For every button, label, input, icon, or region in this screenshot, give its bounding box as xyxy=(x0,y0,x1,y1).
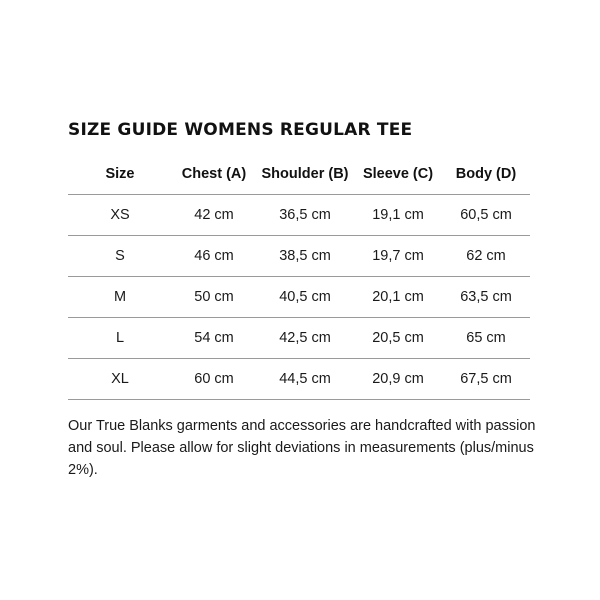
size-table xyxy=(68,153,530,400)
sleeve-cell: 19,7 cm xyxy=(354,236,442,277)
size-cell: M xyxy=(68,277,172,318)
table-row xyxy=(68,359,530,400)
column-header-body: Body (D) xyxy=(442,153,530,195)
column-header-shoulder: Shoulder (B) xyxy=(256,153,354,195)
chest-cell: 50 cm xyxy=(172,277,256,318)
sleeve-cell: 20,5 cm xyxy=(354,318,442,359)
table-row xyxy=(68,277,530,318)
shoulder-cell: 40,5 cm xyxy=(256,277,354,318)
size-cell: XL xyxy=(68,359,172,400)
disclaimer-text: Our True Blanks garments and accessories are handcrafted with passion and soul. Please allow for slight deviations in measurements (plus/minus 2%). xyxy=(68,418,536,478)
size-cell: XS xyxy=(68,195,172,236)
chest-cell: 54 cm xyxy=(172,318,256,359)
sleeve-cell: 19,1 cm xyxy=(354,195,442,236)
column-header-sleeve: Sleeve (C) xyxy=(354,153,442,195)
sleeve-cell: 20,1 cm xyxy=(354,277,442,318)
column-header-size: Size xyxy=(68,153,172,195)
shoulder-cell: 42,5 cm xyxy=(256,318,354,359)
body-cell: 67,5 cm xyxy=(442,359,530,400)
body-cell: 62 cm xyxy=(442,236,530,277)
size-guide xyxy=(68,117,536,481)
table-header-row xyxy=(68,153,530,195)
chest-cell: 60 cm xyxy=(172,359,256,400)
body-cell: 60,5 cm xyxy=(442,195,530,236)
table-row xyxy=(68,195,530,236)
table-row xyxy=(68,318,530,359)
page-title: SIZE GUIDE WOMENS REGULAR TEE xyxy=(68,120,413,140)
shoulder-cell: 36,5 cm xyxy=(256,195,354,236)
sleeve-cell: 20,9 cm xyxy=(354,359,442,400)
size-cell: L xyxy=(68,318,172,359)
table-row xyxy=(68,236,530,277)
shoulder-cell: 38,5 cm xyxy=(256,236,354,277)
body-cell: 65 cm xyxy=(442,318,530,359)
chest-cell: 42 cm xyxy=(172,195,256,236)
size-cell: S xyxy=(68,236,172,277)
body-cell: 63,5 cm xyxy=(442,277,530,318)
shoulder-cell: 44,5 cm xyxy=(256,359,354,400)
chest-cell: 46 cm xyxy=(172,236,256,277)
column-header-chest: Chest (A) xyxy=(172,153,256,195)
